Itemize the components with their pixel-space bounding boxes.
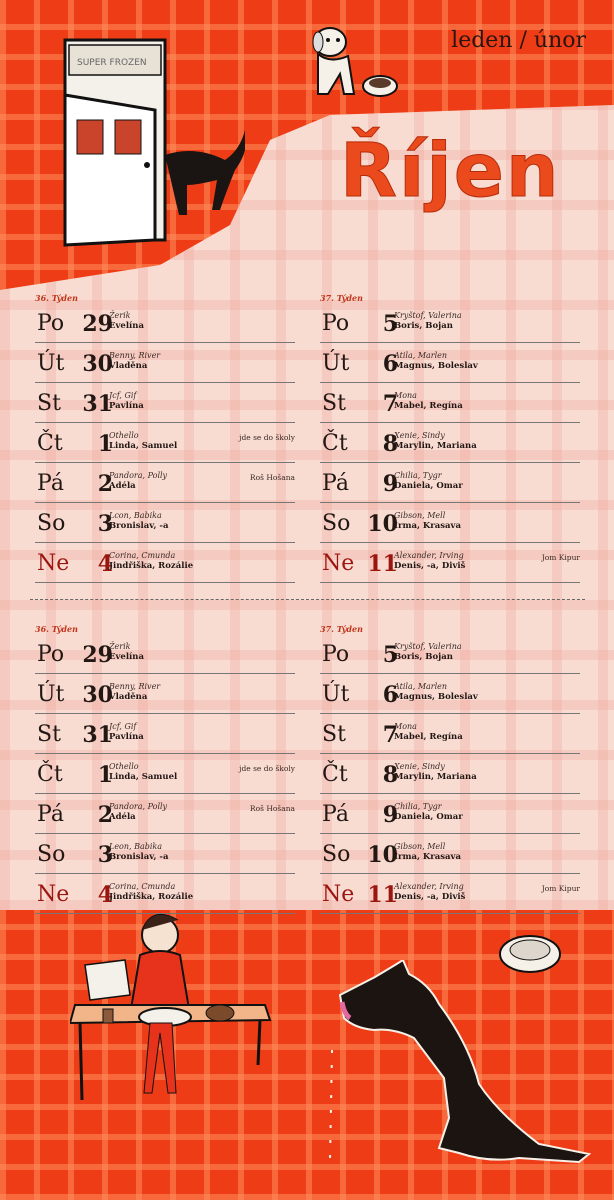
holiday-note: jde se do školy — [239, 764, 295, 773]
day-number: 1 — [97, 431, 113, 457]
cut-line — [30, 599, 585, 600]
nameday-main: Irma, Krasava — [394, 852, 461, 862]
day-number: 1 — [97, 762, 113, 788]
fridge-icon — [55, 35, 245, 255]
nameday-main: Denis, -a, Diviš — [394, 561, 466, 571]
day-name: Ne — [322, 551, 355, 576]
day-number: 5 — [382, 311, 398, 337]
day-number: 9 — [382, 802, 398, 828]
day-name: Pá — [37, 802, 64, 827]
nameday: Mona — [394, 722, 417, 731]
nameday: Chilia, Tygr — [394, 471, 442, 480]
nameday: Žerik — [109, 311, 131, 320]
nameday-main: Linda, Samuel — [109, 441, 178, 451]
nameday-main: Boris, Bojan — [394, 652, 453, 662]
day-row — [320, 754, 580, 794]
day-row — [320, 423, 580, 463]
week-block-bottom-right — [320, 624, 580, 914]
nameday-main: Daniela, Omar — [394, 812, 463, 822]
day-row — [35, 503, 295, 543]
day-row-sunday — [35, 543, 295, 583]
nameday-main: Vladěna — [109, 361, 148, 371]
day-row — [35, 634, 295, 674]
holiday-note: Jom Kipur — [541, 884, 580, 893]
holiday-note: Roš Hošana — [249, 804, 295, 813]
nameday-main: Marylin, Mariana — [394, 441, 477, 451]
day-number: 7 — [382, 391, 398, 417]
nameday: Mona — [394, 391, 417, 400]
day-name: Út — [37, 682, 65, 707]
bowl-icon — [360, 72, 400, 102]
nameday-main: Adéla — [109, 481, 136, 491]
nameday: Atila, Marlen — [394, 682, 448, 691]
day-number: 2 — [97, 471, 113, 497]
day-name: So — [322, 511, 351, 536]
nameday-main: Denis, -a, Diviš — [394, 892, 466, 902]
day-row — [35, 714, 295, 754]
day-row — [35, 794, 295, 834]
nameday: Alexander, Irving — [394, 882, 464, 891]
day-row — [320, 503, 580, 543]
holiday-note: Jom Kipur — [541, 553, 580, 562]
nameday-main: Magnus, Boleslav — [394, 361, 478, 371]
day-name: Pá — [37, 471, 64, 496]
nameday-main: Evelína — [109, 652, 144, 662]
nameday: Žerik — [109, 642, 131, 651]
week-label: 37. Týden — [320, 293, 363, 303]
week-block-top-right — [320, 293, 580, 583]
week-block-top-left — [35, 293, 295, 583]
day-row — [35, 834, 295, 874]
day-number: 4 — [97, 882, 113, 908]
nameday-main: Bronislav, -a — [109, 852, 169, 862]
nameday-main: Pavlína — [109, 401, 144, 411]
nameday: Leon, Babika — [109, 842, 163, 851]
day-row — [320, 303, 580, 343]
nameday-main: Bronislav, -a — [109, 521, 169, 531]
day-name: Út — [322, 682, 350, 707]
day-number: 10 — [367, 842, 398, 868]
day-name: St — [322, 391, 346, 416]
day-number: 9 — [382, 471, 398, 497]
day-number: 3 — [97, 511, 113, 537]
day-name: So — [37, 511, 66, 536]
day-name: Po — [37, 311, 65, 336]
nameday-main: Jindřiška, Rozálie — [109, 892, 194, 902]
day-name: Čt — [37, 431, 63, 456]
holiday-note: jde se do školy — [239, 433, 295, 442]
day-row — [320, 834, 580, 874]
sitting-dog-icon — [320, 960, 600, 1180]
nameday: Jcf, Gif — [109, 722, 137, 731]
day-row — [35, 383, 295, 423]
nameday: Gibson, Mell — [394, 511, 446, 520]
day-name: Pá — [322, 802, 349, 827]
nameday-main: Adéla — [109, 812, 136, 822]
week-block-bottom-left — [35, 624, 295, 914]
week-label: 36. Týden — [35, 624, 78, 634]
day-number: 30 — [82, 682, 113, 708]
nameday: Benny, River — [109, 351, 161, 360]
nameday: Atila, Marlen — [394, 351, 448, 360]
day-name: Po — [37, 642, 65, 667]
nameday: Corina, Cmunda — [109, 551, 176, 560]
day-number: 6 — [382, 682, 398, 708]
day-number: 4 — [97, 551, 113, 577]
nameday: Pandora, Polly — [109, 802, 168, 811]
nameday-main: Irma, Krasava — [394, 521, 461, 531]
fridge-label: SUPER FROZEN — [77, 58, 147, 68]
nameday: Xenie, Sindy — [394, 762, 445, 771]
day-name: So — [37, 842, 66, 867]
holiday-note: Roš Hošana — [249, 473, 295, 482]
day-number: 6 — [382, 351, 398, 377]
nameday: Xenie, Sindy — [394, 431, 445, 440]
nameday-main: Pavlína — [109, 732, 144, 742]
day-number: 11 — [367, 882, 398, 908]
day-name: Po — [322, 642, 350, 667]
day-number: 31 — [82, 391, 113, 417]
day-name: Čt — [322, 762, 348, 787]
nameday-main: Magnus, Boleslav — [394, 692, 478, 702]
nameday: Pandora, Polly — [109, 471, 168, 480]
day-name: Ne — [37, 882, 70, 907]
nameday: Gibson, Mell — [394, 842, 446, 851]
day-number: 30 — [82, 351, 113, 377]
nameday: Jcf, Gif — [109, 391, 137, 400]
nameday: Alexander, Irving — [394, 551, 464, 560]
day-row — [35, 343, 295, 383]
day-name: Čt — [37, 762, 63, 787]
day-row-sunday — [320, 543, 580, 583]
nameday: Chilia, Tygr — [394, 802, 442, 811]
day-row — [320, 343, 580, 383]
nameday: Kryštof, Valerina — [394, 311, 462, 320]
day-name: Ne — [37, 551, 70, 576]
day-number: 29 — [82, 311, 113, 337]
day-row — [320, 714, 580, 754]
week-label: 36. Týden — [35, 293, 78, 303]
day-row — [320, 463, 580, 503]
day-row — [35, 463, 295, 503]
day-name: Út — [37, 351, 65, 376]
day-name: Čt — [322, 431, 348, 456]
day-row — [35, 423, 295, 463]
day-name: Pá — [322, 471, 349, 496]
day-row — [320, 383, 580, 423]
day-row — [320, 634, 580, 674]
day-row — [320, 674, 580, 714]
nameday-main: Vladěna — [109, 692, 148, 702]
day-number: 2 — [97, 802, 113, 828]
day-number: 10 — [367, 511, 398, 537]
day-name: Út — [322, 351, 350, 376]
day-number: 29 — [82, 642, 113, 668]
nameday-main: Linda, Samuel — [109, 772, 178, 782]
day-number: 8 — [382, 431, 398, 457]
day-name: St — [322, 722, 346, 747]
nameday-main: Evelína — [109, 321, 144, 331]
month-title: Říjen — [340, 128, 561, 214]
nameday-main: Boris, Bojan — [394, 321, 453, 331]
day-number: 3 — [97, 842, 113, 868]
nameday-main: Daniela, Omar — [394, 481, 463, 491]
day-name: Ne — [322, 882, 355, 907]
day-number: 31 — [82, 722, 113, 748]
day-number: 7 — [382, 722, 398, 748]
day-number: 11 — [367, 551, 398, 577]
day-name: St — [37, 391, 61, 416]
nameday-main: Mabel, Regína — [394, 401, 463, 411]
nameday: Othello — [109, 431, 139, 440]
nameday: Corina, Cmunda — [109, 882, 176, 891]
day-number: 8 — [382, 762, 398, 788]
month-nav[interactable]: leden / únor — [451, 28, 586, 53]
day-number: 5 — [382, 642, 398, 668]
nameday: Othello — [109, 762, 139, 771]
nameday: Lcon, Babika — [109, 511, 162, 520]
day-name: So — [322, 842, 351, 867]
day-row — [320, 794, 580, 834]
nameday: Kryštof, Valerina — [394, 642, 462, 651]
day-row — [35, 674, 295, 714]
nameday-main: Jindřiška, Rozálie — [109, 561, 194, 571]
day-row — [35, 754, 295, 794]
day-row-sunday — [320, 874, 580, 914]
person-eating-icon — [70, 905, 280, 1105]
day-name: Po — [322, 311, 350, 336]
day-name: St — [37, 722, 61, 747]
nameday-main: Mabel, Regína — [394, 732, 463, 742]
day-row — [35, 303, 295, 343]
nameday: Benny, River — [109, 682, 161, 691]
week-label: 37. Týden — [320, 624, 363, 634]
nameday-main: Marylin, Mariana — [394, 772, 477, 782]
